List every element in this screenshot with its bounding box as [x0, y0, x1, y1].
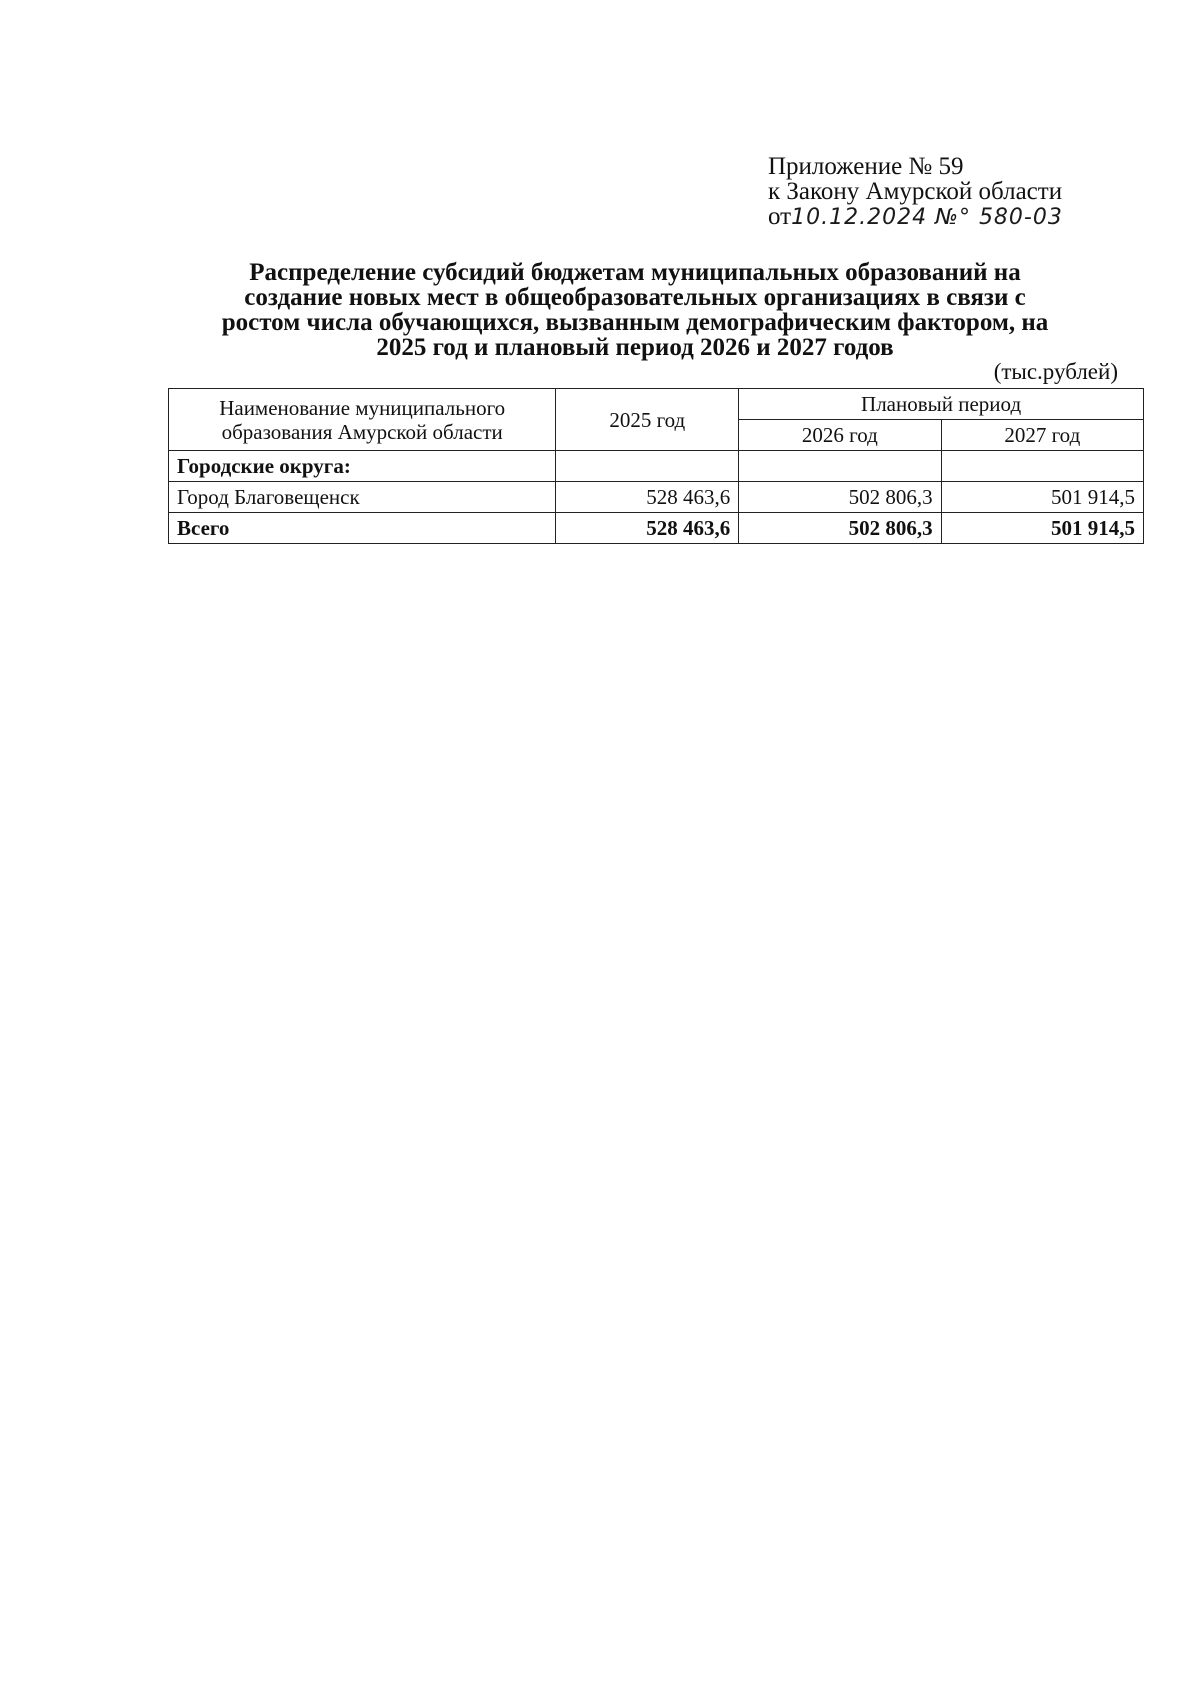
- appendix-block: [768, 154, 1188, 230]
- total-2025: 528 463,6: [556, 513, 739, 544]
- subsidy-table: [168, 388, 1144, 544]
- total-2026: 502 806,3: [739, 513, 941, 544]
- appendix-date: [768, 204, 1188, 230]
- section-empty-cell: [739, 451, 941, 482]
- title-line-3: ростом числа обучающихся, вызванным демографическим фактором, на: [221, 309, 1049, 336]
- value-2026: 502 806,3: [739, 482, 941, 513]
- units-label: (тыс.рублей): [993, 359, 1118, 384]
- header-year-2026: 2026 год: [739, 420, 941, 451]
- section-row: [169, 451, 1144, 482]
- document-title: [150, 260, 1120, 360]
- header-municipality: [169, 389, 556, 451]
- date-prefix: от: [768, 203, 792, 230]
- appendix-number: Приложение № 59: [768, 153, 964, 180]
- header-planning-period: Плановый период: [739, 389, 1144, 420]
- value-2027: 501 914,5: [941, 482, 1143, 513]
- total-2027: 501 914,5: [941, 513, 1143, 544]
- header-municipality-line1: Наименование муниципального: [219, 395, 506, 420]
- section-label: Городские округа:: [169, 451, 556, 482]
- title-line-4: 2025 год и плановый период 2026 и 2027 годов: [376, 334, 894, 361]
- header-municipality-line2: образования Амурской области: [221, 419, 503, 444]
- appendix-law: к Закону Амурской области: [768, 178, 1063, 205]
- title-line-2: создание новых мест в общеобразовательных организациях в связи с: [244, 284, 1026, 311]
- table-row: [169, 482, 1144, 513]
- header-year-2027: 2027 год: [941, 420, 1143, 451]
- total-row: [169, 513, 1144, 544]
- header-year-2025: 2025 год: [556, 389, 739, 451]
- handwritten-date-number: 10.12.2024 №° 580-03: [791, 205, 1063, 230]
- title-line-1: Распределение субсидий бюджетам муниципальных образований на: [249, 259, 1021, 286]
- header-row-1: [169, 389, 1144, 420]
- municipality-name: Город Благовещенск: [169, 482, 556, 513]
- section-empty-cell: [556, 451, 739, 482]
- value-2025: 528 463,6: [556, 482, 739, 513]
- section-empty-cell: [941, 451, 1143, 482]
- total-label: Всего: [169, 513, 556, 544]
